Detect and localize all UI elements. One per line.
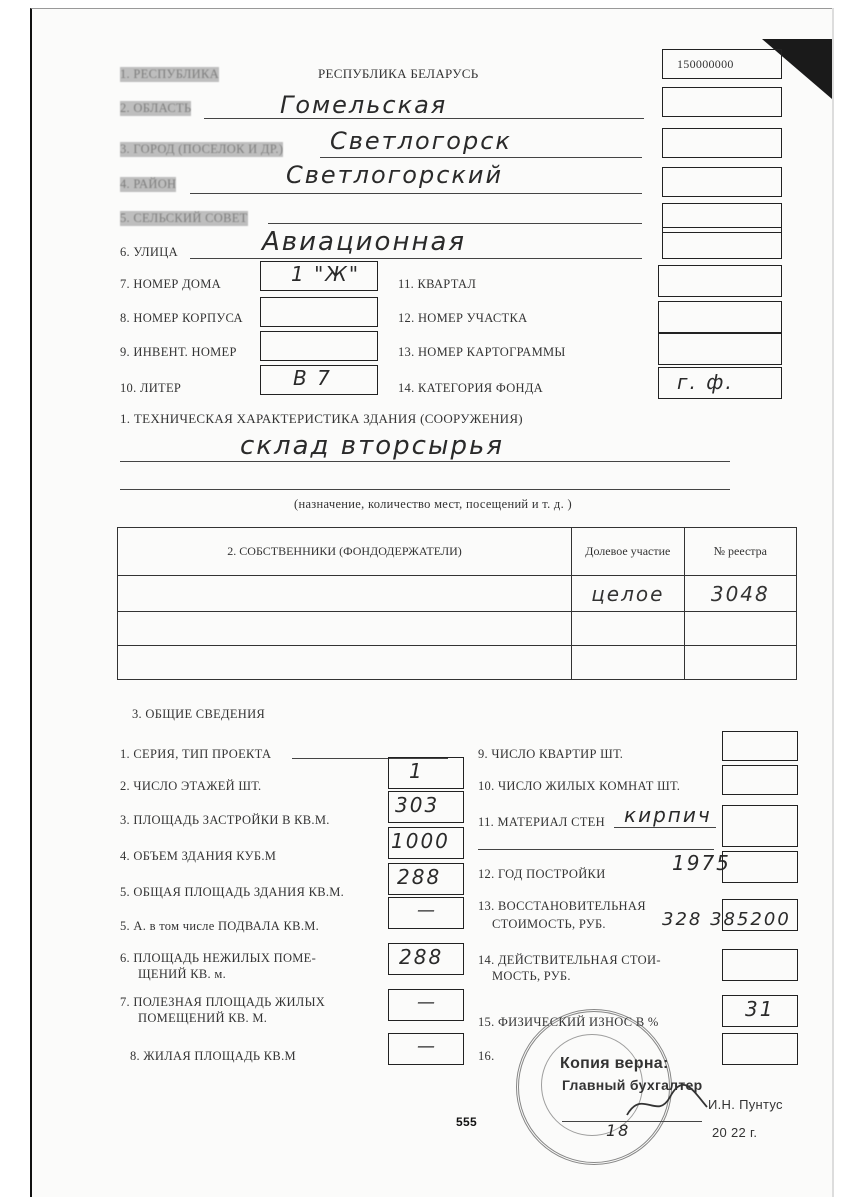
build-year-label: 12. ГОД ПОСТРОЙКИ xyxy=(478,867,606,881)
characteristics-title: 1. ТЕХНИЧЕСКАЯ ХАРАКТЕРИСТИКА ЗДАНИЯ (СООРУЖЕНИЯ) xyxy=(120,411,523,426)
city-value: Светлогорск xyxy=(330,127,512,155)
purpose-line-2 xyxy=(120,489,730,490)
built-area-label: 3. ПЛОЩАДЬ ЗАСТРОЙКИ В КВ.М. xyxy=(120,813,330,827)
region-value: Гомельская xyxy=(280,91,448,119)
registry-number: 150000000 xyxy=(677,57,734,71)
street-label: 6. УЛИЦА xyxy=(120,245,178,259)
quarter-label: 11. КВАРТАЛ xyxy=(398,277,477,291)
share-cell: целое xyxy=(572,576,685,612)
city-line xyxy=(320,157,642,158)
volume-value: 1000 xyxy=(391,829,450,853)
total-area-label: 5. ОБЩАЯ ПЛОЩАДЬ ЗДАНИЯ КВ.М. xyxy=(120,885,345,899)
floors-box xyxy=(388,757,464,789)
street-line xyxy=(190,258,642,259)
wear-label: 15. ФИЗИЧЕСКИЙ ИЗНОС В % xyxy=(478,1015,659,1029)
quarter-box xyxy=(658,265,782,297)
registry-cell: 3048 xyxy=(684,576,796,612)
share-cell xyxy=(572,646,685,680)
street-code-box xyxy=(662,227,782,259)
category-label: 14. КАТЕГОРИЯ ФОНДА xyxy=(398,381,544,395)
cert-day: 18 xyxy=(606,1121,631,1140)
cartogram-label: 13. НОМЕР КАРТОГРАММЫ xyxy=(398,345,566,359)
cert-year: 20 22 г. xyxy=(712,1125,758,1140)
district-code-box xyxy=(662,167,782,197)
item16-label: 16. xyxy=(478,1049,495,1063)
nonres-area-box xyxy=(388,943,464,975)
wear-box xyxy=(722,995,798,1027)
actual-cost-label: 14. ДЕЙСТВИТЕЛЬНАЯ СТОИ- xyxy=(478,953,661,967)
owners-table xyxy=(117,527,797,680)
signer-position: Главный бухгалтер xyxy=(562,1077,703,1093)
page-number: 555 xyxy=(456,1115,477,1129)
project-series-label: 1. СЕРИЯ, ТИП ПРОЕКТА xyxy=(120,747,272,761)
owner-cell xyxy=(118,646,572,680)
wall-material-line-2 xyxy=(478,849,714,850)
restoration-cost-value: 328 385200 xyxy=(662,909,791,930)
floors-label: 2. ЧИСЛО ЭТАЖЕЙ ШТ. xyxy=(120,779,262,793)
district-line xyxy=(190,193,642,194)
living-area-box xyxy=(388,1033,464,1065)
total-area-box xyxy=(388,863,464,895)
useful-area-box xyxy=(388,989,464,1021)
apartments-label: 9. ЧИСЛО КВАРТИР ШТ. xyxy=(478,747,624,761)
nonres-area-value: 288 xyxy=(399,945,444,969)
district-label: 4. РАЙОН xyxy=(120,177,177,191)
wall-material-line xyxy=(614,827,716,828)
useful-area-label: 7. ПОЛЕЗНАЯ ПЛОЩАДЬ ЖИЛЫХ xyxy=(120,995,326,1009)
plot-box xyxy=(658,301,782,333)
basement-box xyxy=(388,897,464,929)
wall-material-label: 11. МАТЕРИАЛ СТЕН xyxy=(478,815,605,829)
owner-cell xyxy=(118,576,572,612)
inventory-box xyxy=(260,331,378,361)
house-label: 7. НОМЕР ДОМА xyxy=(120,277,221,291)
inventory-card-sheet xyxy=(30,8,832,1197)
restoration-cost-box xyxy=(722,899,798,931)
restoration-cost-label-2: СТОИМОСТЬ, РУБ. xyxy=(492,917,606,931)
district-value: Светлогорский xyxy=(286,161,504,189)
restoration-cost-label: 13. ВОССТАНОВИТЕЛЬНАЯ xyxy=(478,899,646,913)
owners-row xyxy=(118,576,797,612)
house-value: 1 "Ж" xyxy=(291,262,361,286)
house-box xyxy=(260,261,378,291)
build-year-value: 1975 xyxy=(672,851,731,875)
republic-value: РЕСПУБЛИКА БЕЛАРУСЬ xyxy=(318,66,479,81)
actual-cost-label-2: МОСТЬ, РУБ. xyxy=(492,969,571,983)
owners-col-share: Долевое участие xyxy=(572,528,685,576)
city-label: 3. ГОРОД (ПОСЕЛОК И ДР.) xyxy=(120,142,284,156)
building-box xyxy=(260,297,378,327)
useful-area-value: — xyxy=(417,992,437,1013)
liter-value: В 7 xyxy=(293,366,332,390)
owners-col-registry: № реестра xyxy=(684,528,796,576)
purpose-line-1 xyxy=(120,461,730,462)
living-area-value: — xyxy=(417,1036,437,1057)
general-title: 3. ОБЩИЕ СВЕДЕНИЯ xyxy=(132,707,266,721)
floors-value: 1 xyxy=(409,759,424,783)
copy-certified-text: Копия верна: xyxy=(560,1055,669,1072)
volume-label: 4. ОБЪЕМ ЗДАНИЯ КУБ.М xyxy=(120,849,277,863)
nonres-area-label-2: ЩЕНИЙ КВ. м. xyxy=(138,967,227,981)
liter-box xyxy=(260,365,378,395)
living-area-label: 8. ЖИЛАЯ ПЛОЩАДЬ КВ.М xyxy=(130,1049,296,1063)
built-area-value: 303 xyxy=(395,793,440,817)
city-code-box xyxy=(662,128,782,158)
plot-label: 12. НОМЕР УЧАСТКА xyxy=(398,311,528,325)
inventory-label: 9. ИНВЕНТ. НОМЕР xyxy=(120,345,237,359)
basement-label: 5. А. в том числе ПОДВАЛА КВ.М. xyxy=(120,919,320,933)
useful-area-label-2: ПОМЕЩЕНИЙ КВ. М. xyxy=(138,1011,268,1025)
registry-cell xyxy=(684,612,796,646)
rooms-box xyxy=(722,765,798,795)
volume-box xyxy=(388,827,464,859)
total-area-value: 288 xyxy=(397,865,442,889)
liter-label: 10. ЛИТЕР xyxy=(120,381,182,395)
wall-material-value: кирпич xyxy=(624,803,712,827)
share-cell xyxy=(572,612,685,646)
street-value: Авиационная xyxy=(262,227,467,257)
owners-row xyxy=(118,612,797,646)
wear-value: 31 xyxy=(745,997,775,1021)
purpose-value: склад вторсырья xyxy=(240,431,504,461)
purpose-caption: (назначение, количество мест, посещений и т. д. ) xyxy=(294,497,572,511)
wall-material-box xyxy=(722,805,798,847)
nonres-area-label: 6. ПЛОЩАДЬ НЕЖИЛЫХ ПОМЕ- xyxy=(120,951,317,965)
apartments-box xyxy=(722,731,798,761)
registry-cell xyxy=(684,646,796,680)
category-box xyxy=(658,367,782,399)
category-value: г. ф. xyxy=(677,370,734,394)
council-line xyxy=(268,223,642,224)
cartogram-box xyxy=(658,333,782,365)
rooms-label: 10. ЧИСЛО ЖИЛЫХ КОМНАТ ШТ. xyxy=(478,779,681,793)
region-code-box xyxy=(662,87,782,117)
registry-number-box xyxy=(662,49,782,79)
republic-label: 1. РЕСПУБЛИКА xyxy=(120,67,219,81)
owners-row xyxy=(118,646,797,680)
item16-box xyxy=(722,1033,798,1065)
built-area-box xyxy=(388,791,464,823)
signature-mark xyxy=(622,1083,712,1123)
actual-cost-box xyxy=(722,949,798,981)
region-label: 2. ОБЛАСТЬ xyxy=(120,101,192,115)
build-year-box xyxy=(722,851,798,883)
council-label: 5. СЕЛЬСКИЙ СОВЕТ xyxy=(120,211,248,225)
owners-col-owner: 2. СОБСТВЕННИКИ (ФОНДОДЕРЖАТЕЛИ) xyxy=(118,528,572,576)
owner-cell xyxy=(118,612,572,646)
building-label: 8. НОМЕР КОРПУСА xyxy=(120,311,243,325)
signer-name: И.Н. Пунтус xyxy=(708,1097,783,1112)
basement-value: — xyxy=(417,900,437,921)
